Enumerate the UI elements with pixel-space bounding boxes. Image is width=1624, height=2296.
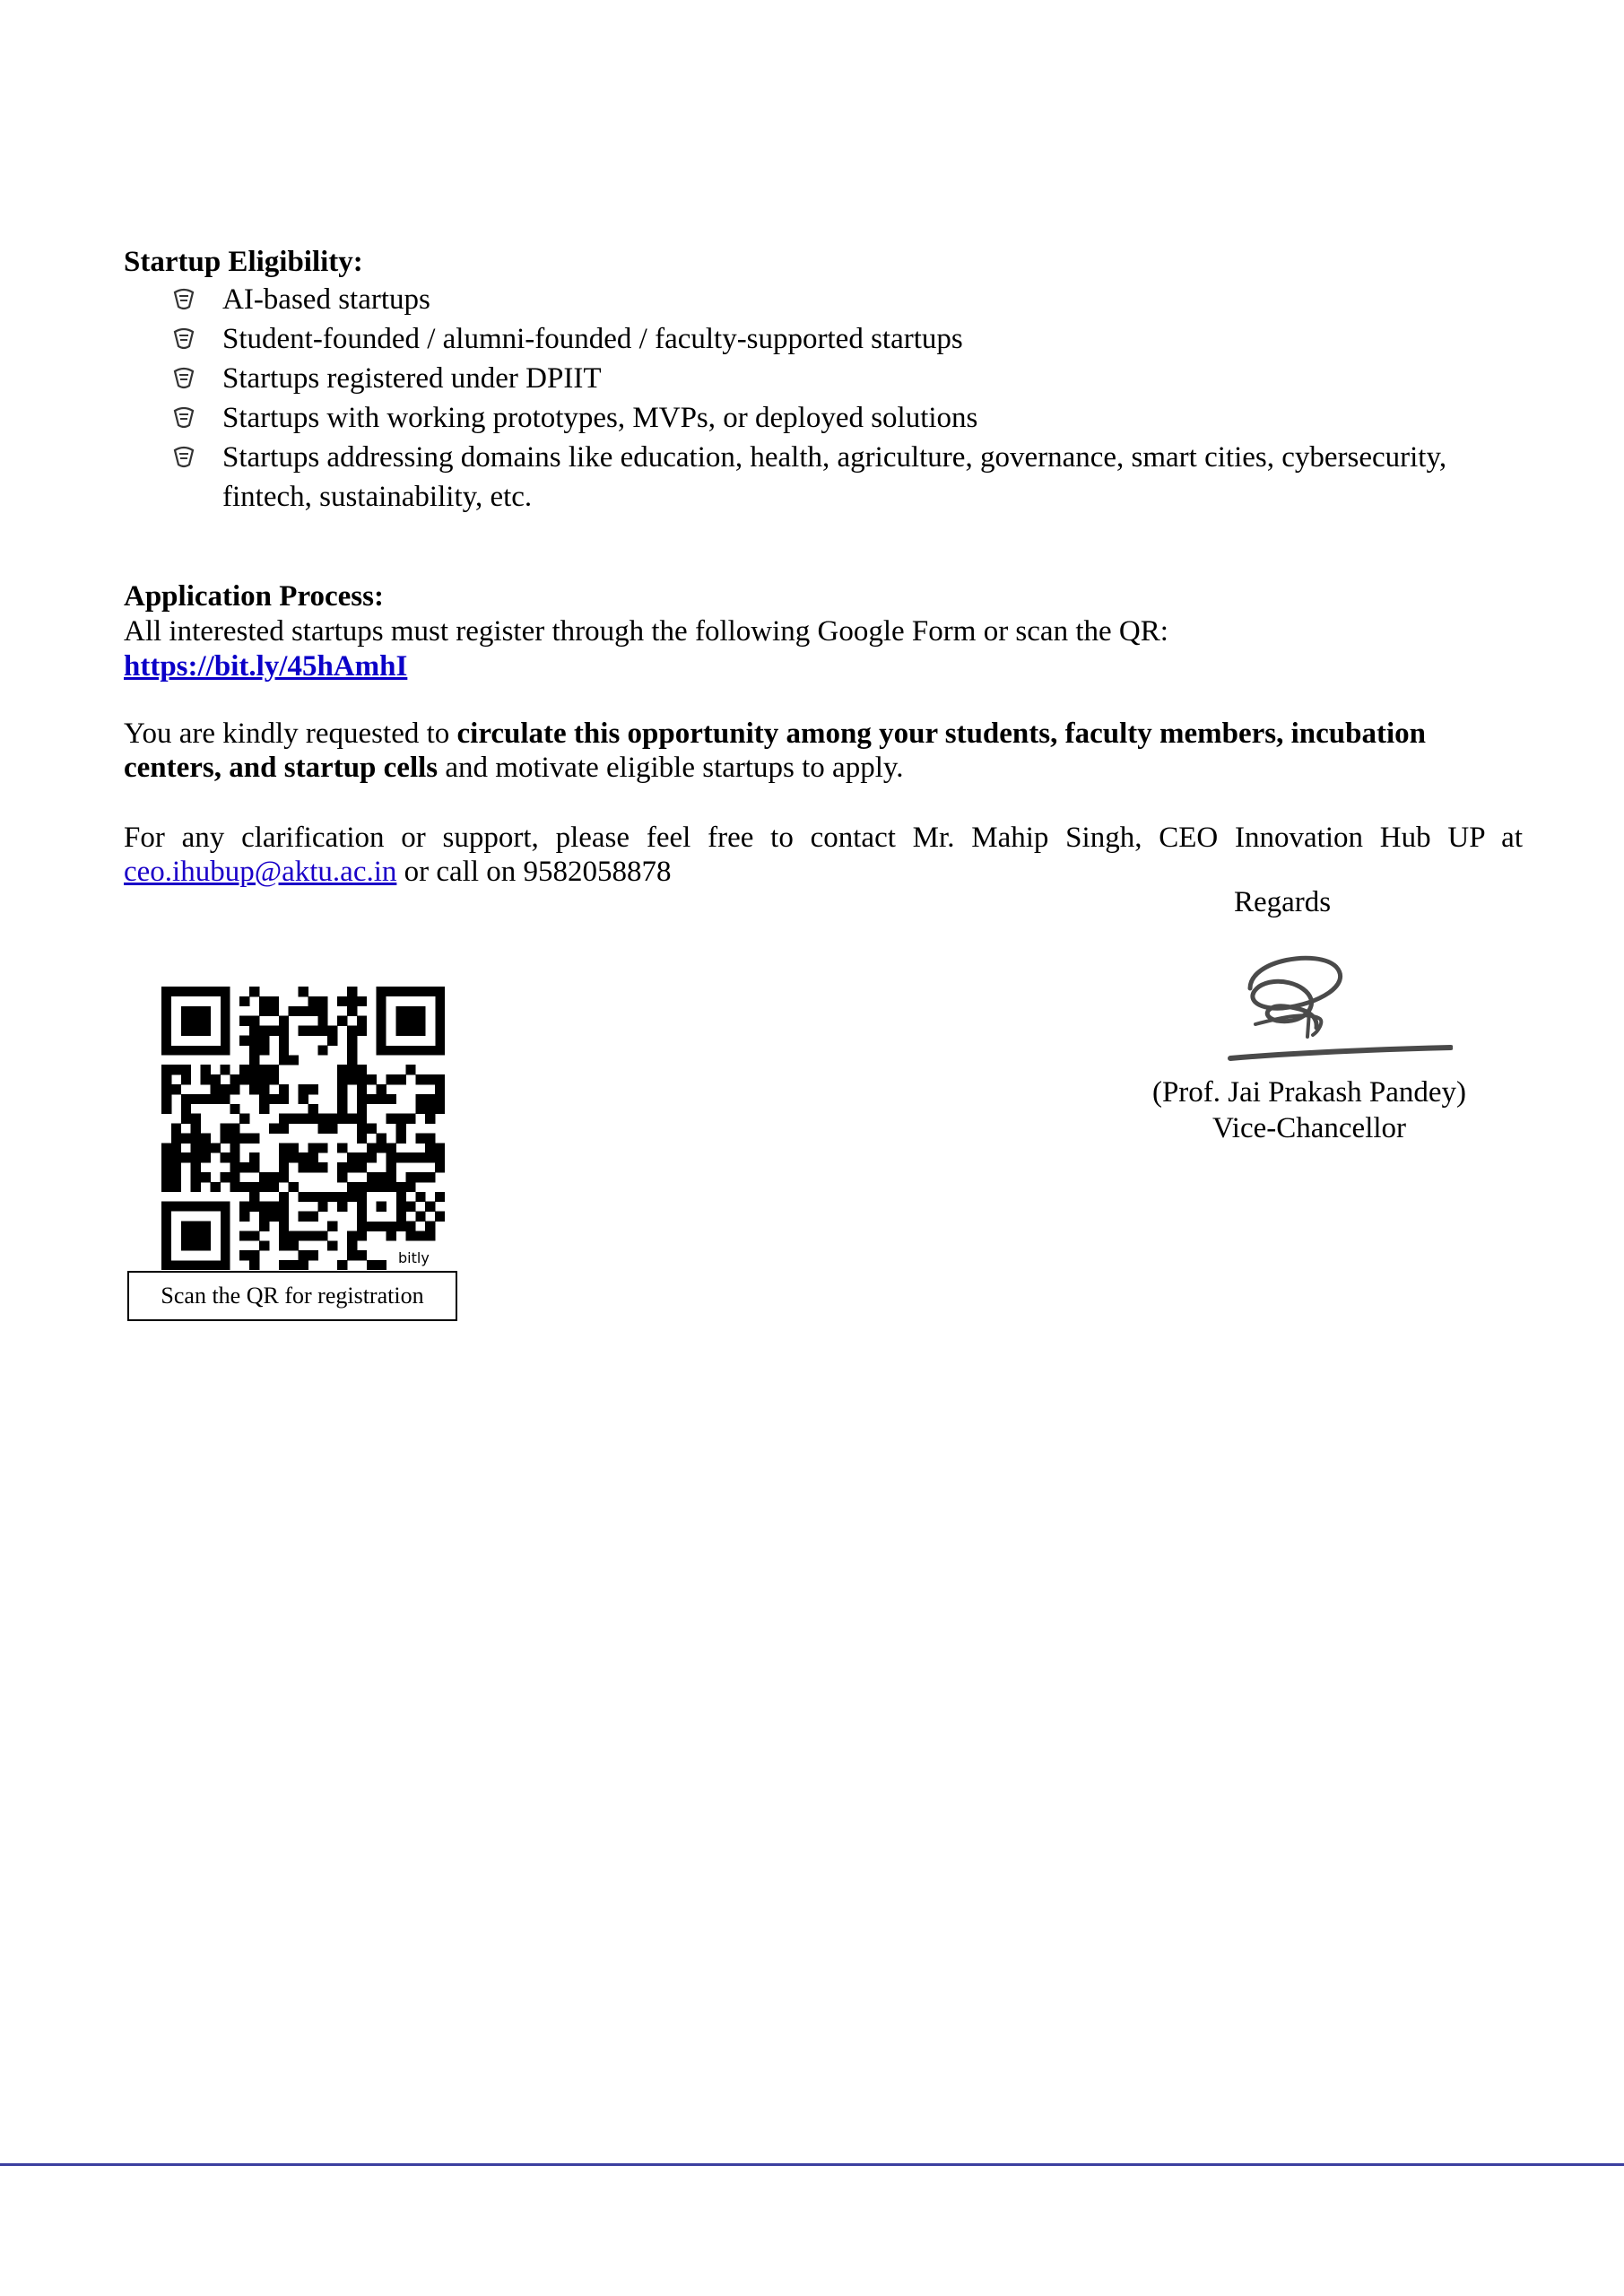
application-text: All interested startups must register through the following Google Form or scan the QR: <box>124 615 1168 648</box>
eligibility-item: Startups registered under DPIIT <box>222 362 602 395</box>
eligibility-item: Startups addressing domains like education, health, agriculture, governance, smart cities, cybersecurity, <box>222 441 1447 474</box>
eligibility-section <box>124 244 1523 517</box>
signatory-name: (Prof. Jai Prakash Pandey) <box>1151 1076 1467 1109</box>
bullet-icon <box>171 287 196 312</box>
regards-text: Regards <box>1234 886 1332 918</box>
signatory-title: Vice-Chancellor <box>1211 1112 1407 1144</box>
contact-text-post: or call on 9582058878 <box>396 856 672 888</box>
application-section <box>124 578 1523 684</box>
bullet-icon <box>171 445 196 470</box>
circulate-text-bold: circulate this opportunity among your students, faculty members, incubation centers, and startup cells <box>124 718 1427 784</box>
registration-link[interactable]: https://bit.ly/45hAmhI <box>124 650 408 683</box>
application-heading: Application Process: <box>124 580 384 613</box>
list-item <box>124 438 1523 477</box>
list-item <box>124 359 1523 398</box>
bullet-icon <box>171 326 196 352</box>
circulate-paragraph <box>124 717 1523 785</box>
eligibility-heading: Startup Eligibility: <box>124 246 363 278</box>
qr-brand-label: bitly <box>398 1249 430 1266</box>
qr-caption: Scan the QR for registration <box>127 1271 457 1321</box>
eligibility-item-continued: fintech, sustainability, etc. <box>222 481 533 513</box>
list-item-continuation <box>124 477 1523 517</box>
list-item <box>124 319 1523 359</box>
circulate-text-pre: You are kindly requested to <box>124 718 457 750</box>
signatory-block <box>1112 1074 1507 1146</box>
contact-text-pre: For any clarification or support, please feel free to contact Mr. Mahip Singh, CEO Innovation Hub UP at <box>124 822 1523 854</box>
signature <box>1220 942 1453 1076</box>
eligibility-item: Startups with working prototypes, MVPs, or deployed solutions <box>222 402 978 434</box>
circulate-text-post: and motivate eligible startups to apply. <box>438 752 904 784</box>
bullet-icon <box>171 366 196 391</box>
eligibility-item: AI-based startups <box>222 283 430 316</box>
qr-code[interactable] <box>161 987 445 1270</box>
bullet-icon <box>171 405 196 430</box>
contact-paragraph <box>124 821 1523 889</box>
list-item <box>124 398 1523 438</box>
eligibility-list <box>124 280 1523 517</box>
contact-email-link[interactable]: ceo.ihubup@aktu.ac.in <box>124 856 397 888</box>
eligibility-item: Student-founded / alumni-founded / faculty-supported startups <box>222 323 963 355</box>
list-item <box>124 280 1523 319</box>
footer-divider <box>0 2163 1624 2166</box>
